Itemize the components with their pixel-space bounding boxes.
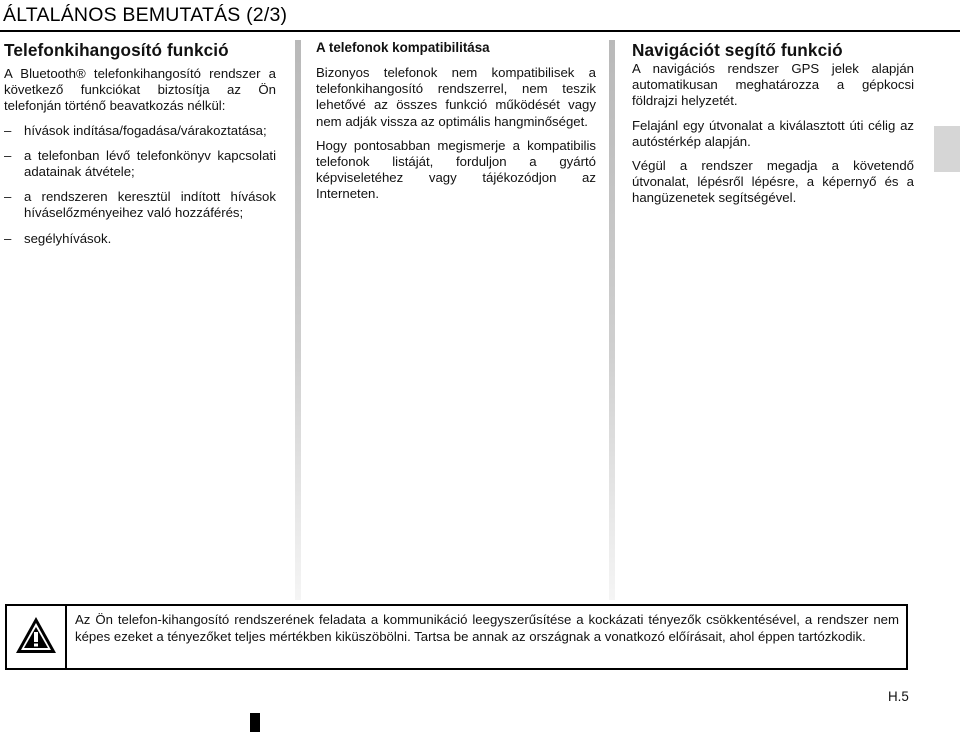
phone-feature-list	[4, 123, 276, 247]
dash-bullet: –	[4, 230, 12, 246]
column-phone-function	[4, 40, 276, 256]
navigation-paragraph-1: A navigációs rendszer GPS jelek alapján automatikusan meghatározza a gépkocsi földrajzi helyzetét.	[632, 61, 914, 109]
dash-bullet: –	[4, 122, 12, 138]
warning-text: Az Ön telefon-kihangosító rendszerének feladata a kommunikáció leegyszerűsítése a kockázati tényezők csökkentésével, a rendszer nem képes ezeket a tényezőket teljes mértékben kiküszöbölni. Tartsa be annak az országnak a vonatkozó előírásait, ahol éppen tartózkodik.	[75, 612, 899, 644]
column-separator	[609, 40, 615, 600]
warning-icon-cell	[7, 606, 67, 668]
column-compatibility	[316, 40, 596, 211]
warning-triangle-icon	[14, 615, 58, 657]
navigation-paragraph-3: Végül a rendszer megadja a követendő útvonalat, lépésről lépésre, a képernyő és a hangüzenetek segítségével.	[632, 158, 914, 206]
title-rule	[0, 30, 960, 32]
page-title: ÁLTALÁNOS BEMUTATÁS (2/3)	[3, 4, 288, 26]
column-navigation	[632, 40, 914, 215]
footer-mark	[250, 713, 260, 732]
list-item-text: segélyhívások.	[24, 230, 112, 246]
chapter-side-tab	[934, 126, 960, 172]
navigation-paragraph-2: Felajánl egy útvonalat a kiválasztott úti célig az autóstérkép alapján.	[632, 117, 914, 149]
list-item	[4, 189, 276, 221]
section-heading-phone: Telefonkihangosító funkció	[4, 40, 229, 60]
compatibility-paragraph-1: Bizonyos telefonok nem kompatibilisek a telefonkihangosító rendszerrel, nem teszik lehetővé az összes funkció működését vagy nem adják vissza az optimális hangminőséget.	[316, 65, 596, 129]
phone-intro-text: A Bluetooth® telefonkihangosító rendszer a következő funkciókat biztosítja az Ön telefonján történő beavatkozás nélkül:	[4, 66, 276, 114]
column-separator	[295, 40, 301, 600]
section-heading-compatibility: A telefonok kompatibilitása	[316, 40, 490, 55]
warning-box	[5, 604, 908, 670]
list-item-text: hívások indítása/fogadása/várakoztatása;	[24, 122, 267, 138]
page-number: H.5	[888, 689, 909, 704]
list-item	[4, 148, 276, 180]
list-item-text: a rendszeren keresztül indított hívások híváselőzményeihez való hozzáférés;	[24, 189, 276, 221]
section-heading-navigation: Navigációt segítő funkció	[632, 40, 843, 60]
list-item	[4, 231, 276, 247]
dash-bullet: –	[4, 147, 12, 163]
dash-bullet: –	[4, 189, 12, 205]
compatibility-paragraph-2: Hogy pontosabban megismerje a kompatibilis telefonok listáját, forduljon a gyártó képviseletéhez vagy tájékozódjon az Interneten.	[316, 137, 596, 202]
list-item-text: a telefonban lévő telefonkönyv kapcsolati adatainak átvétele;	[24, 147, 276, 180]
list-item	[4, 123, 276, 139]
